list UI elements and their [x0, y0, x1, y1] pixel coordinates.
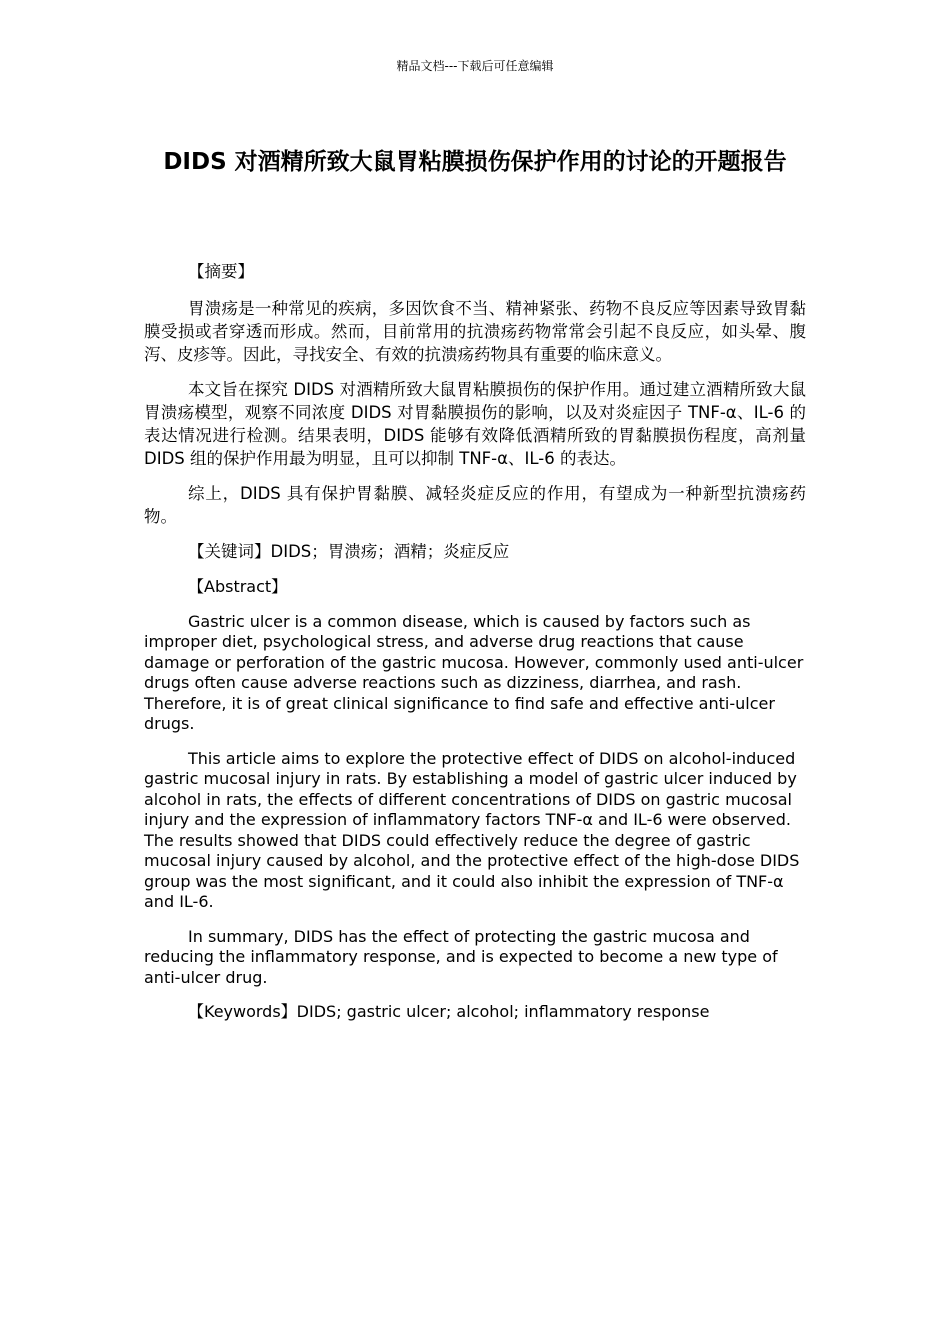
- document-body: [144, 260, 806, 1037]
- abstract-en-label: 【Abstract】: [188, 577, 288, 596]
- page-header: 精品文档---下载后可任意编辑: [396, 59, 554, 73]
- abstract-cn-label: 【摘要】: [188, 262, 254, 281]
- keywords-cn: 【关键词】DIDS；胃溃疡；酒精；炎症反应: [188, 542, 510, 561]
- abstract-cn-paragraph-2: 本文旨在探究 DIDS 对酒精所致大鼠胃粘膜损伤的保护作用。通过建立酒精所致大鼠胃溃疡模型，观察不同浓度 DIDS 对胃黏膜损伤的影响，以及对炎症因子 TNF-α、IL-6 的表达情况进行检测。结果表明，DIDS 能够有效降低酒精所致的胃黏膜损伤程度，高剂量 DIDS 组的保护作用最为明显，且可以抑制 TNF-α、IL-6 的表达。: [144, 380, 806, 468]
- document-title: DIDS 对酒精所致大鼠胃粘膜损伤保护作用的讨论的开题报告: [163, 149, 787, 175]
- abstract-en-paragraph-1: Gastric ulcer is a common disease, which is caused by factors such as improper diet, psychological stress, and adverse drug reactions that cause damage or perforation of the gastric mucosa. However, commonly used anti-ulcer drugs often cause adverse reactions such as dizziness, diarrhea, and rash. Therefore, it is of great clinical significance to find safe and effective anti-ulcer drugs.: [144, 611, 804, 733]
- keywords-en: 【Keywords】DIDS; gastric ulcer; alcohol; inflammatory response: [188, 1002, 710, 1021]
- abstract-en-paragraph-2: This article aims to explore the protective effect of DIDS on alcohol-induced gastric mucosal injury in rats. By establishing a model of gastric ulcer induced by alcohol in rats, the effects of different concentrations of DIDS on gastric mucosal injury and the expression of inflammatory factors TNF-α and IL-6 were observed. The results showed that DIDS could effectively reduce the degree of gastric mucosal injury caused by alcohol, and the protective effect of the high-dose DIDS group was the most significant, and it could also inhibit the expression of TNF-α and IL-6.: [144, 748, 800, 911]
- abstract-cn-paragraph-1: 胃溃疡是一种常见的疾病，多因饮食不当、精神紧张、药物不良反应等因素导致胃黏膜受损或者穿透而形成。然而，目前常用的抗溃疡药物常常会引起不良反应，如头晕、腹泻、皮疹等。因此，寻找安全、有效的抗溃疡药物具有重要的临床意义。: [144, 299, 806, 364]
- abstract-en-paragraph-3: In summary, DIDS has the effect of protecting the gastric mucosa and reducing the inflammatory response, and is expected to become a new type of anti-ulcer drug.: [144, 926, 778, 987]
- abstract-cn-paragraph-3: 综上，DIDS 具有保护胃黏膜、减轻炎症反应的作用，有望成为一种新型抗溃疡药物。: [144, 484, 806, 526]
